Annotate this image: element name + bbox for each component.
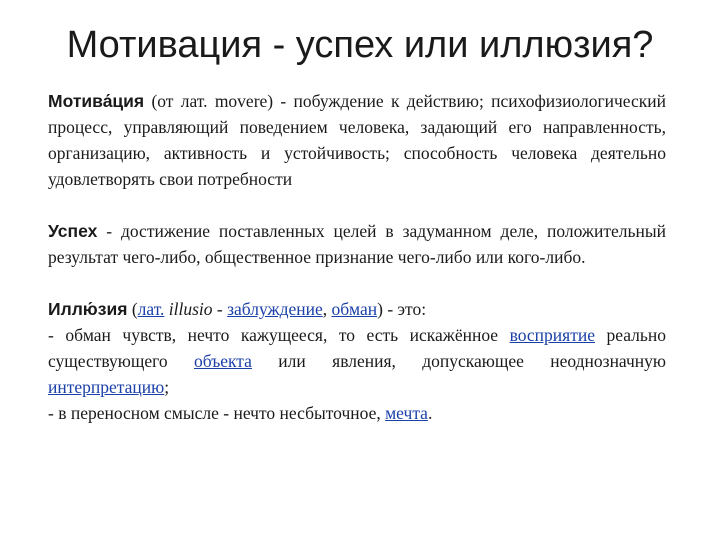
- motivation-text: (от лат. movere) - побуждение к действию; психофизиологический процесс, управляющий поведением человека, задающий его направленность, организацию, активность и устойчивость; способность человека деятельно удовлетворять свои потребности: [48, 91, 666, 189]
- lat-link[interactable]: лат.: [137, 299, 165, 319]
- latin-word: illusio: [164, 299, 213, 319]
- illusion-comma: ,: [322, 299, 332, 319]
- object-link[interactable]: объекта: [193, 351, 252, 371]
- dream-link[interactable]: мечта: [385, 403, 428, 423]
- illusion-sense-2: [48, 400, 666, 426]
- illusion-line2-post: или явления, допускающее неоднозначную: [251, 351, 666, 371]
- illusion-header-line: [48, 296, 666, 322]
- motivation-definition: [48, 88, 666, 192]
- illusion-line2-text: реально существующего: [48, 325, 666, 371]
- illusion-line4-post: .: [427, 403, 433, 423]
- illusion-dash: -: [212, 299, 228, 319]
- illusion-term: Иллю́зия: [48, 299, 128, 319]
- illusion-after: ) - это:: [377, 299, 427, 319]
- delusion-link[interactable]: заблуждение: [227, 299, 323, 319]
- motivation-term: Мотива́ция: [48, 91, 145, 111]
- illusion-line4-text: - в переносном смысле - нечто несбыточное,: [48, 403, 386, 423]
- slide-title: Мотивация - успех или иллюзия?: [66, 24, 654, 66]
- illusion-line1-text: - обман чувств, нечто кажущееся, то есть искажённое: [48, 325, 510, 345]
- interpretation-link[interactable]: интерпретацию: [48, 377, 165, 397]
- success-text: - достижение поставленных целей в задуманном деле, положительный результат чего-либо, общественное признание чего-либо или кого-либо.: [48, 221, 666, 267]
- illusion-sense-1: [48, 322, 666, 400]
- illusion-open-paren: (: [127, 299, 138, 319]
- perception-link[interactable]: восприятие: [509, 325, 595, 345]
- success-term: Успех: [48, 221, 98, 241]
- deception-link[interactable]: обман: [331, 299, 378, 319]
- slide-content: [48, 88, 666, 426]
- illusion-definition: [48, 296, 666, 426]
- illusion-line3-post: ;: [164, 377, 170, 397]
- success-definition: [48, 218, 666, 270]
